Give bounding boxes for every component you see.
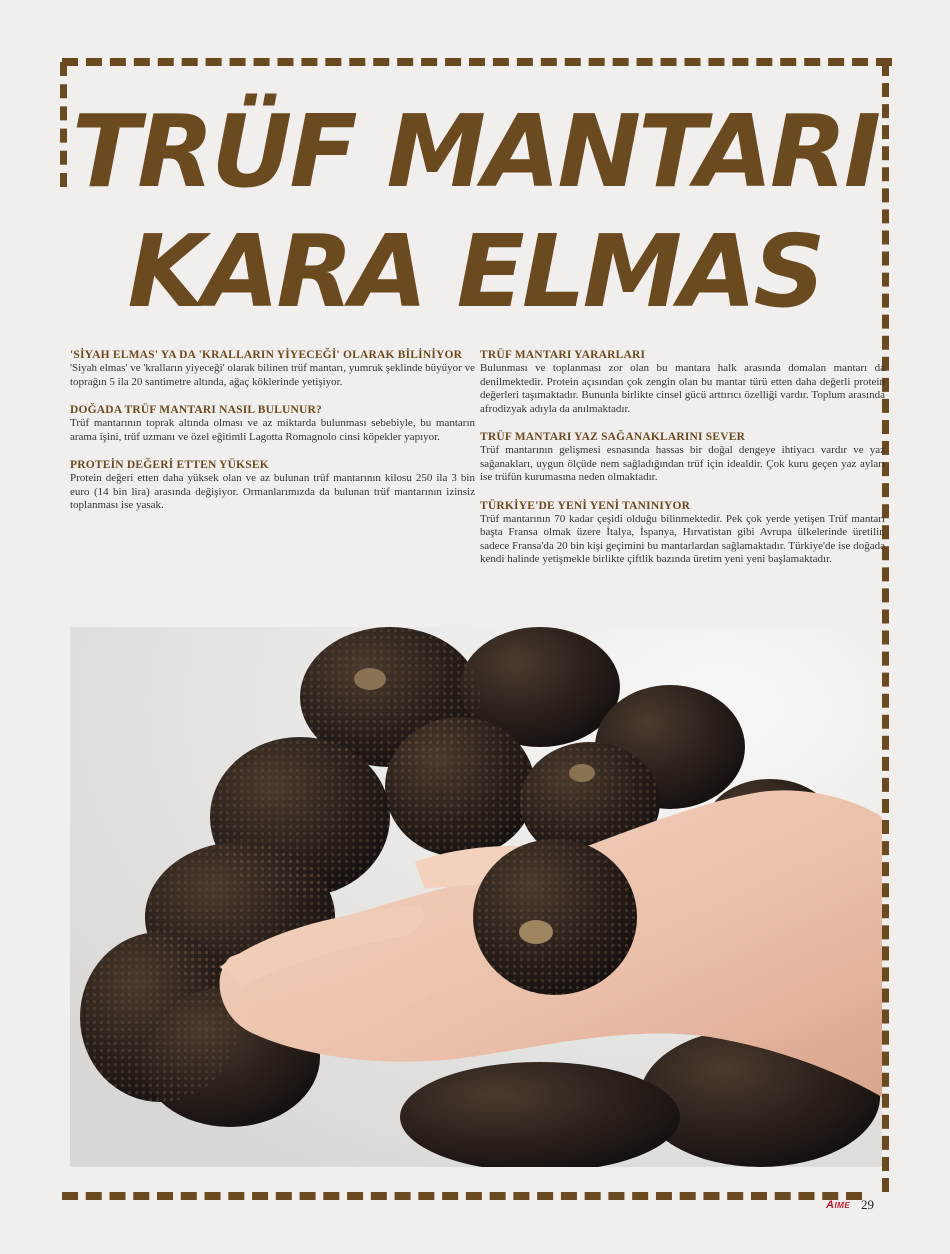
section-body: 'Siyah elmas' ve 'kralların yiyeceği' olarak bilinen trüf mantarı, yumruk şeklinde büyüyor ve toprağın 5 ila 20 santimetre altında, ağaç köklerinde yetişiyor. <box>70 362 475 388</box>
held-truffle <box>473 839 637 995</box>
section-heading: 'SİYAH ELMAS' YA DA 'KRALLARIN YİYECEĞİ' OLARAK BİLİNİYOR <box>70 349 463 361</box>
section <box>480 430 885 485</box>
title-line-1: TRÜF MANTARI <box>71 93 879 210</box>
section-body: Bulunması ve toplanması zor olan bu mantara halk arasında domalan mantarı da denilmektedir. Protein açısından çok zengin olan bu mantar türü etten daha değerli protein değerleri taşımaktadır. Bununla birlikte cinsel gücü arttırıcı özelliği vardır. Toplum arasında afrodizyak adıyla da anılmaktadır. <box>480 362 885 415</box>
title-line-2: KARA ELMAS <box>127 213 823 330</box>
section-heading: TÜRKİYE'DE YENİ YENİ TANINIYOR <box>480 499 691 512</box>
section <box>480 348 885 416</box>
section <box>70 403 475 444</box>
left-column <box>70 348 475 527</box>
section-heading: TRÜF MANTARI YARARLARI <box>480 349 646 361</box>
section <box>70 348 475 389</box>
section-body: Trüf mantarının toprak altında olması ve az miktarda bulunması sebebiyle, bu mantarın arama işini, trüf uzmanı ve özel eğitimli Lagotta Romagnolo cinsi köpekler yapıyor. <box>70 417 475 443</box>
section <box>480 499 885 567</box>
section-body: Trüf mantarının gelişmesi esnasında hassas bir doğal dengeye ihtiyacı vardır ve yaz sağanakları, uygun ölçüde nem sağladığından trüf için idealdir. Çok kuru geçen yaz ayları ise trüfün kurumasına neden olmaktadır. <box>480 444 885 483</box>
right-column <box>480 348 885 581</box>
section-heading: DOĞADA TRÜF MANTARI NASIL BULUNUR? <box>70 404 322 416</box>
truffle-photo <box>70 627 882 1167</box>
section-heading: TRÜF MANTARI YAZ SAĞANAKLARINI SEVER <box>480 431 746 443</box>
logo-rest: IME <box>834 1201 851 1210</box>
section-body: Trüf mantarının 70 kadar çeşidi olduğu bilinmektedir. Pek çok yerde yetişen Trüf mantarı başta Fransa olmak üzere İtalya, İspanya, Hırvatistan gibi Avrupa ülkelerinde üretilir. sadece Fransa'da 20 bin kişi geçimini bu mantarlardan sağlamaktadır. Türkiye'de ise doğada kendi halinde yetişmekle birlikte çiftlik bazında üretim yeni yeni başlamaktadır. <box>480 512 885 565</box>
page-number: 29 <box>861 1197 874 1212</box>
magazine-logo <box>826 1199 850 1211</box>
section <box>70 458 475 513</box>
section-body: Protein değeri etten daha yüksek olan ve az bulunan trüf mantarının kilosu 250 ila 3 bin euro (14 bin lira) arasında değişiyor. Ormanlarımızda da bulunan trüf mantarının izinsiz toplanması ise yasak. <box>70 472 475 511</box>
frame-top-border <box>62 58 892 66</box>
logo-first-letter: A <box>826 1199 835 1211</box>
frame-bottom-border <box>62 1192 862 1200</box>
section-heading: PROTEİN DEĞERİ ETTEN YÜKSEK <box>70 459 269 471</box>
